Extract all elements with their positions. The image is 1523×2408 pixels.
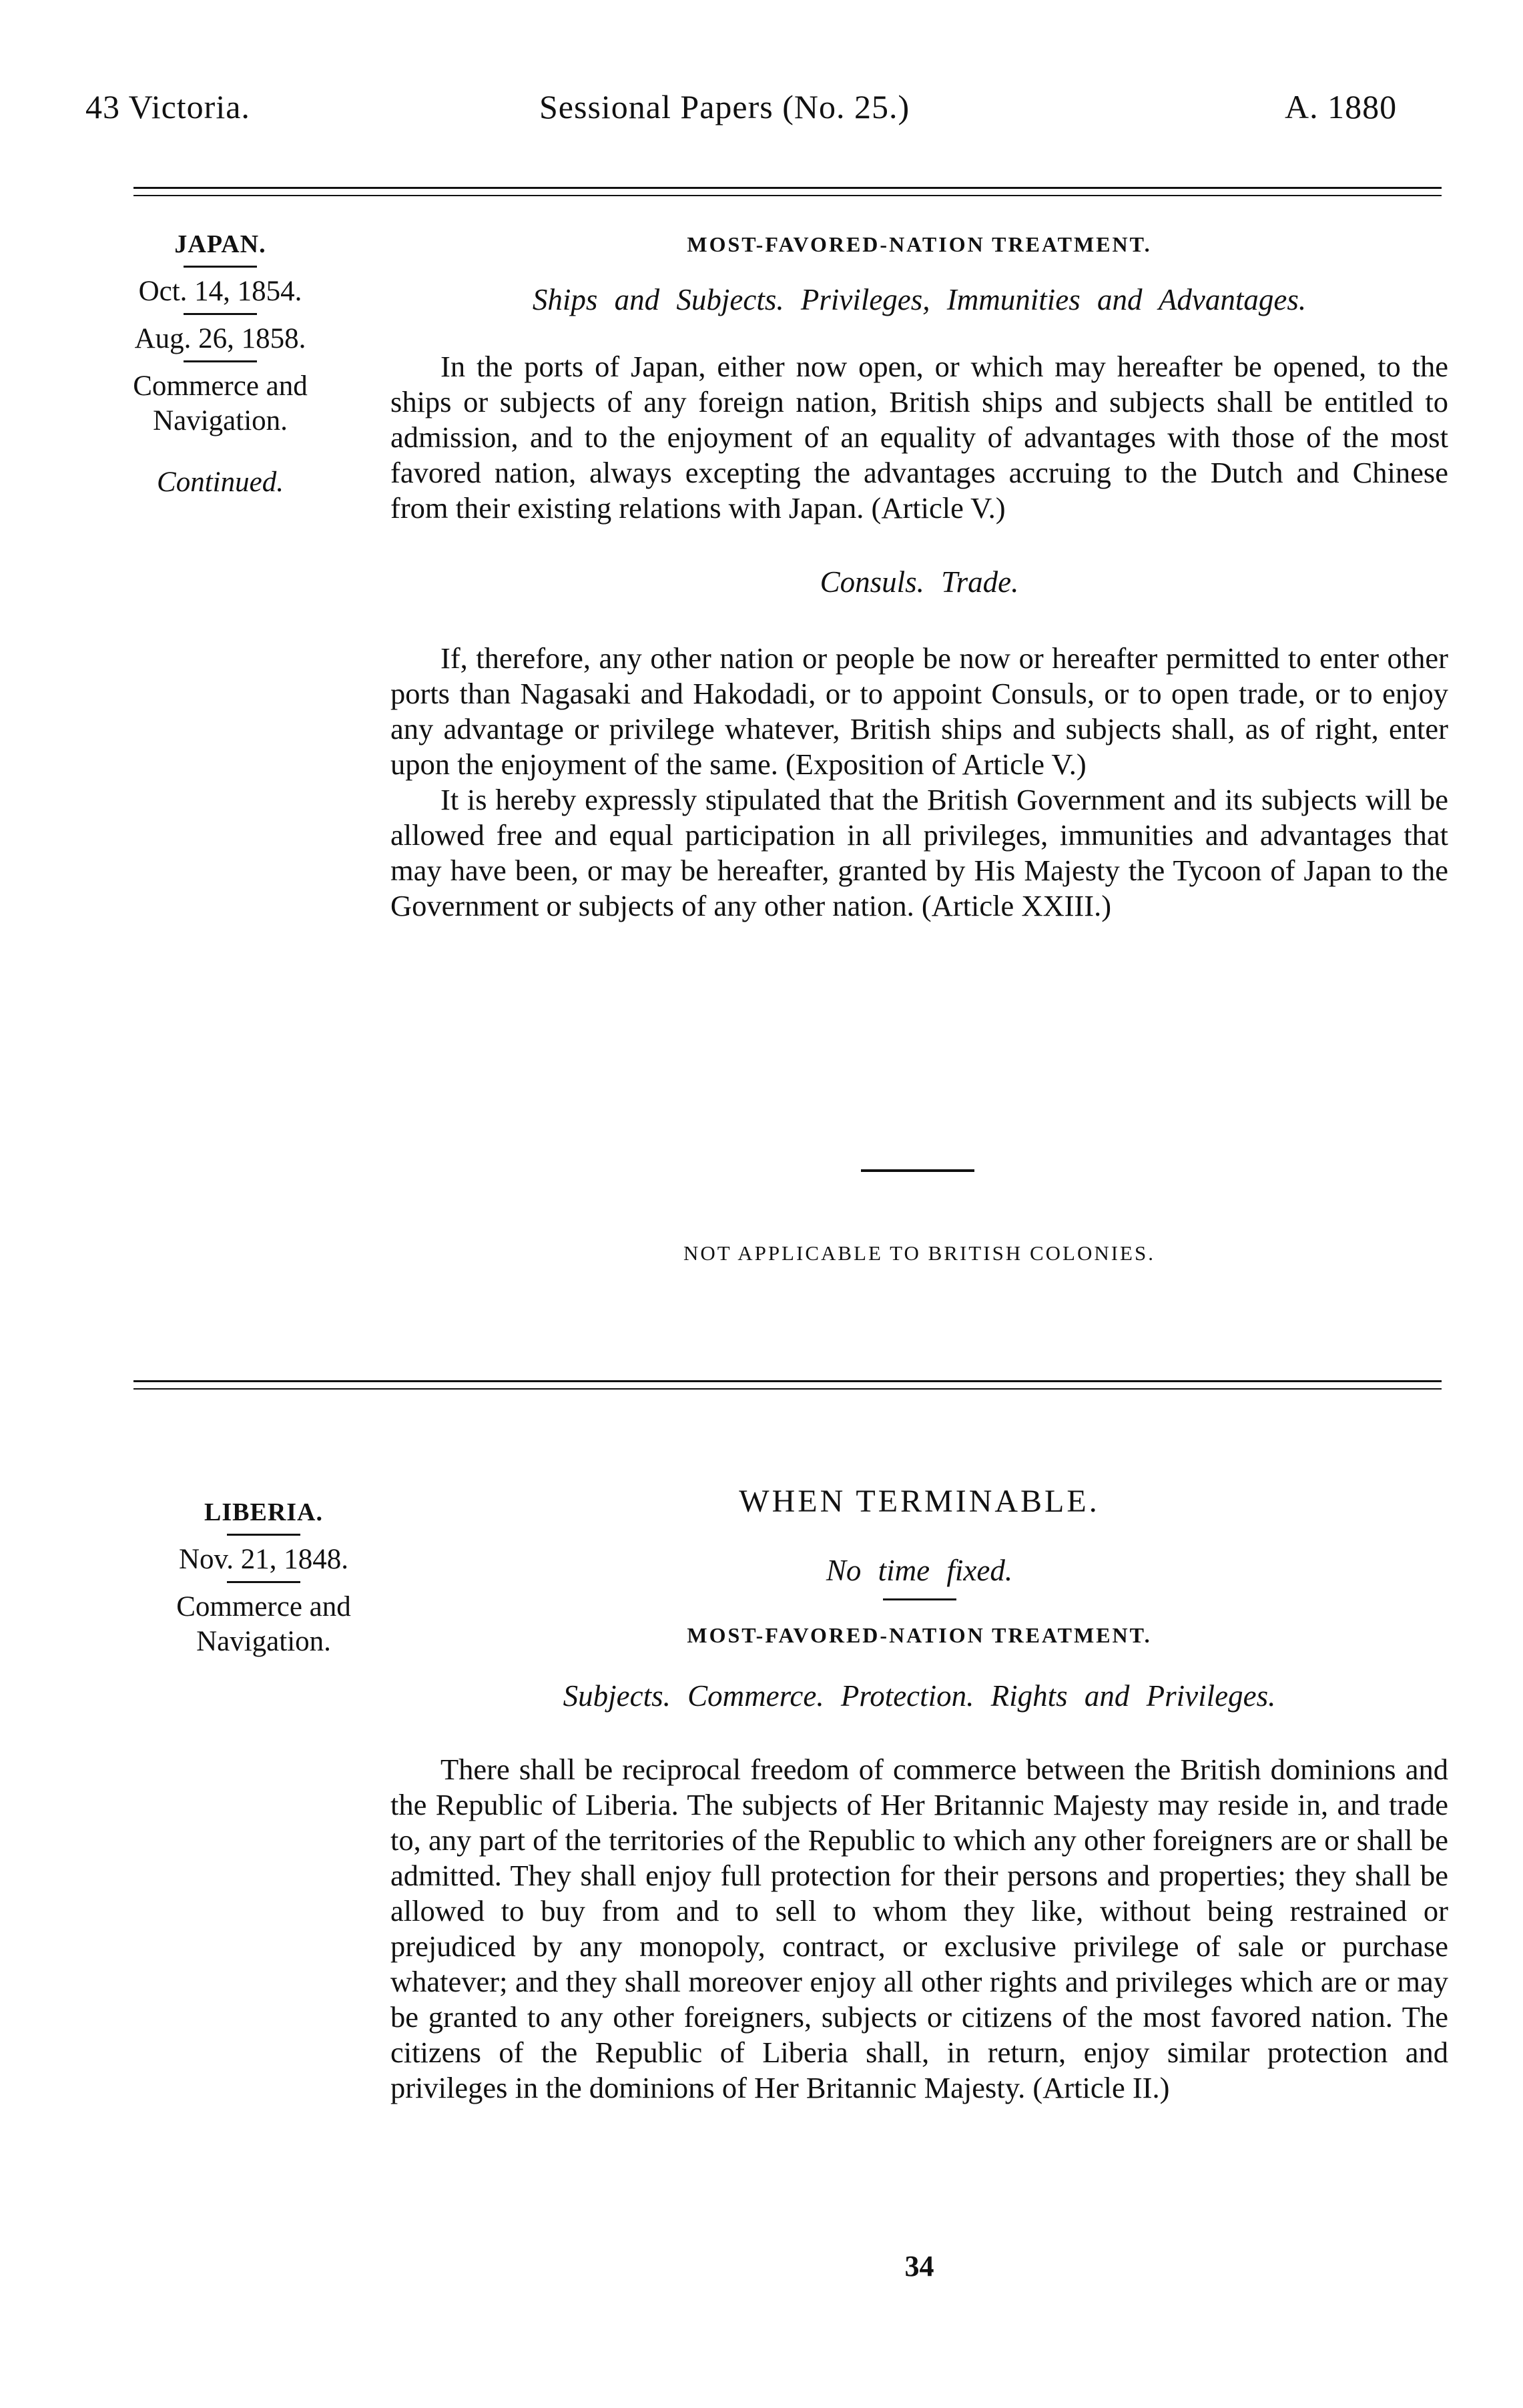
liberia-main-column [390,1483,1448,2106]
liberia-subheading-2: Subjects. Commerce. Protection. Rights and Privileges. [563,1679,1276,1713]
japan-subheading-1: Ships and Subjects. Privileges, Immunities and Advantages. [532,283,1307,316]
side-divider [184,360,257,362]
header-year: A. 1880 [1285,88,1398,125]
page-number: 34 [904,2250,934,2283]
header-volume: 43 Victoria. [85,88,250,125]
liberia-country-label: LIBERIA. [204,1498,323,1526]
header-rule-bottom [133,195,1442,196]
japan-subject-line-2: Navigation. [153,405,288,436]
side-divider [227,1534,300,1536]
japan-heading: MOST-FAVORED-NATION TREATMENT. [687,232,1152,256]
japan-section-rule [861,1169,974,1172]
japan-paragraph-1: In the ports of Japan, either now open, or which may hereafter be opened, to the ships or subjects of any foreign nation, British ships and subjects shall be entitled to admission, and to the enjoyment of an equality of advantages with those of the most favored nation, always excepting the advantages accruing to the Dutch and Chinese from their existing relations with Japan. (Article V.) [390,350,1448,525]
liberia-short-rule [883,1598,956,1600]
liberia-subject-line-2: Navigation. [196,1626,331,1657]
japan-paragraph-2: If, therefore, any other nation or people be now or hereafter permitted to enter other ports than Nagasaki and Hakodadi, or to appoint Consuls, or to open trade, or to enjoy any advantage or privilege whatever, British ships and subjects shall, as of right, enter upon the enjoyment of the same. (Exposition of Article V.) [390,641,1448,781]
japan-side-column [63,227,377,500]
liberia-paragraph-1: There shall be reciprocal freedom of commerce between the British dominions and the Republic of Liberia. The subjects of Her Britannic Majesty may reside in, and trade to, any part of the territories of the Republic to which any other foreigners are or shall be admitted. They shall enjoy full protection for their persons and properties; they shall be allowed to buy from and to sell to whom they like, without being restrained or prejudiced by any monopoly, contract, or exclusive privilege of sale or purchase whatever; and they shall moreover enjoy all other rights and privileges which are or may be granted to any other foreigners, subjects or citizens of the most favored nation. The citizens of the Republic of Liberia shall, in return, enjoy similar protection and privileges in the dominions of Her Britannic Majesty. (Article II.) [390,1753,1448,2104]
liberia-side-column [107,1495,420,1659]
side-divider [184,266,257,268]
section-divider-bottom [133,1388,1442,1390]
japan-date-2: Aug. 26, 1858. [134,323,306,354]
liberia-subheading-1: No time fixed. [826,1554,1013,1587]
japan-date-1: Oct. 14, 1854. [138,276,302,307]
liberia-date-1: Nov. 21, 1848. [178,1544,348,1575]
header-title: Sessional Papers (No. 25.) [539,88,910,125]
section-divider-top [133,1380,1442,1382]
japan-not-applicable-note: NOT APPLICABLE TO BRITISH COLONIES. [683,1241,1155,1265]
header-rule-top [133,187,1442,189]
side-divider [227,1581,300,1583]
liberia-subject-line-1: Commerce and [176,1591,351,1622]
liberia-heading-1: WHEN TERMINABLE. [739,1484,1100,1519]
liberia-heading-2: MOST-FAVORED-NATION TREATMENT. [687,1623,1152,1647]
japan-main-column [390,232,1448,924]
japan-subheading-2: Consuls. Trade. [820,565,1019,599]
japan-subject-line-1: Commerce and [133,370,308,402]
japan-country-label: JAPAN. [174,230,266,258]
japan-continued-label: Continued. [157,467,284,498]
side-divider [184,313,257,315]
japan-paragraph-3: It is hereby expressly stipulated that the British Government and its subjects will be allowed free and equal participation in all privileges, immunities and advantages that may have been, or may be hereafter, granted by His Majesty the Tycoon of Japan to the Government or subjects of any other nation. (Article XXIII.) [390,783,1448,922]
